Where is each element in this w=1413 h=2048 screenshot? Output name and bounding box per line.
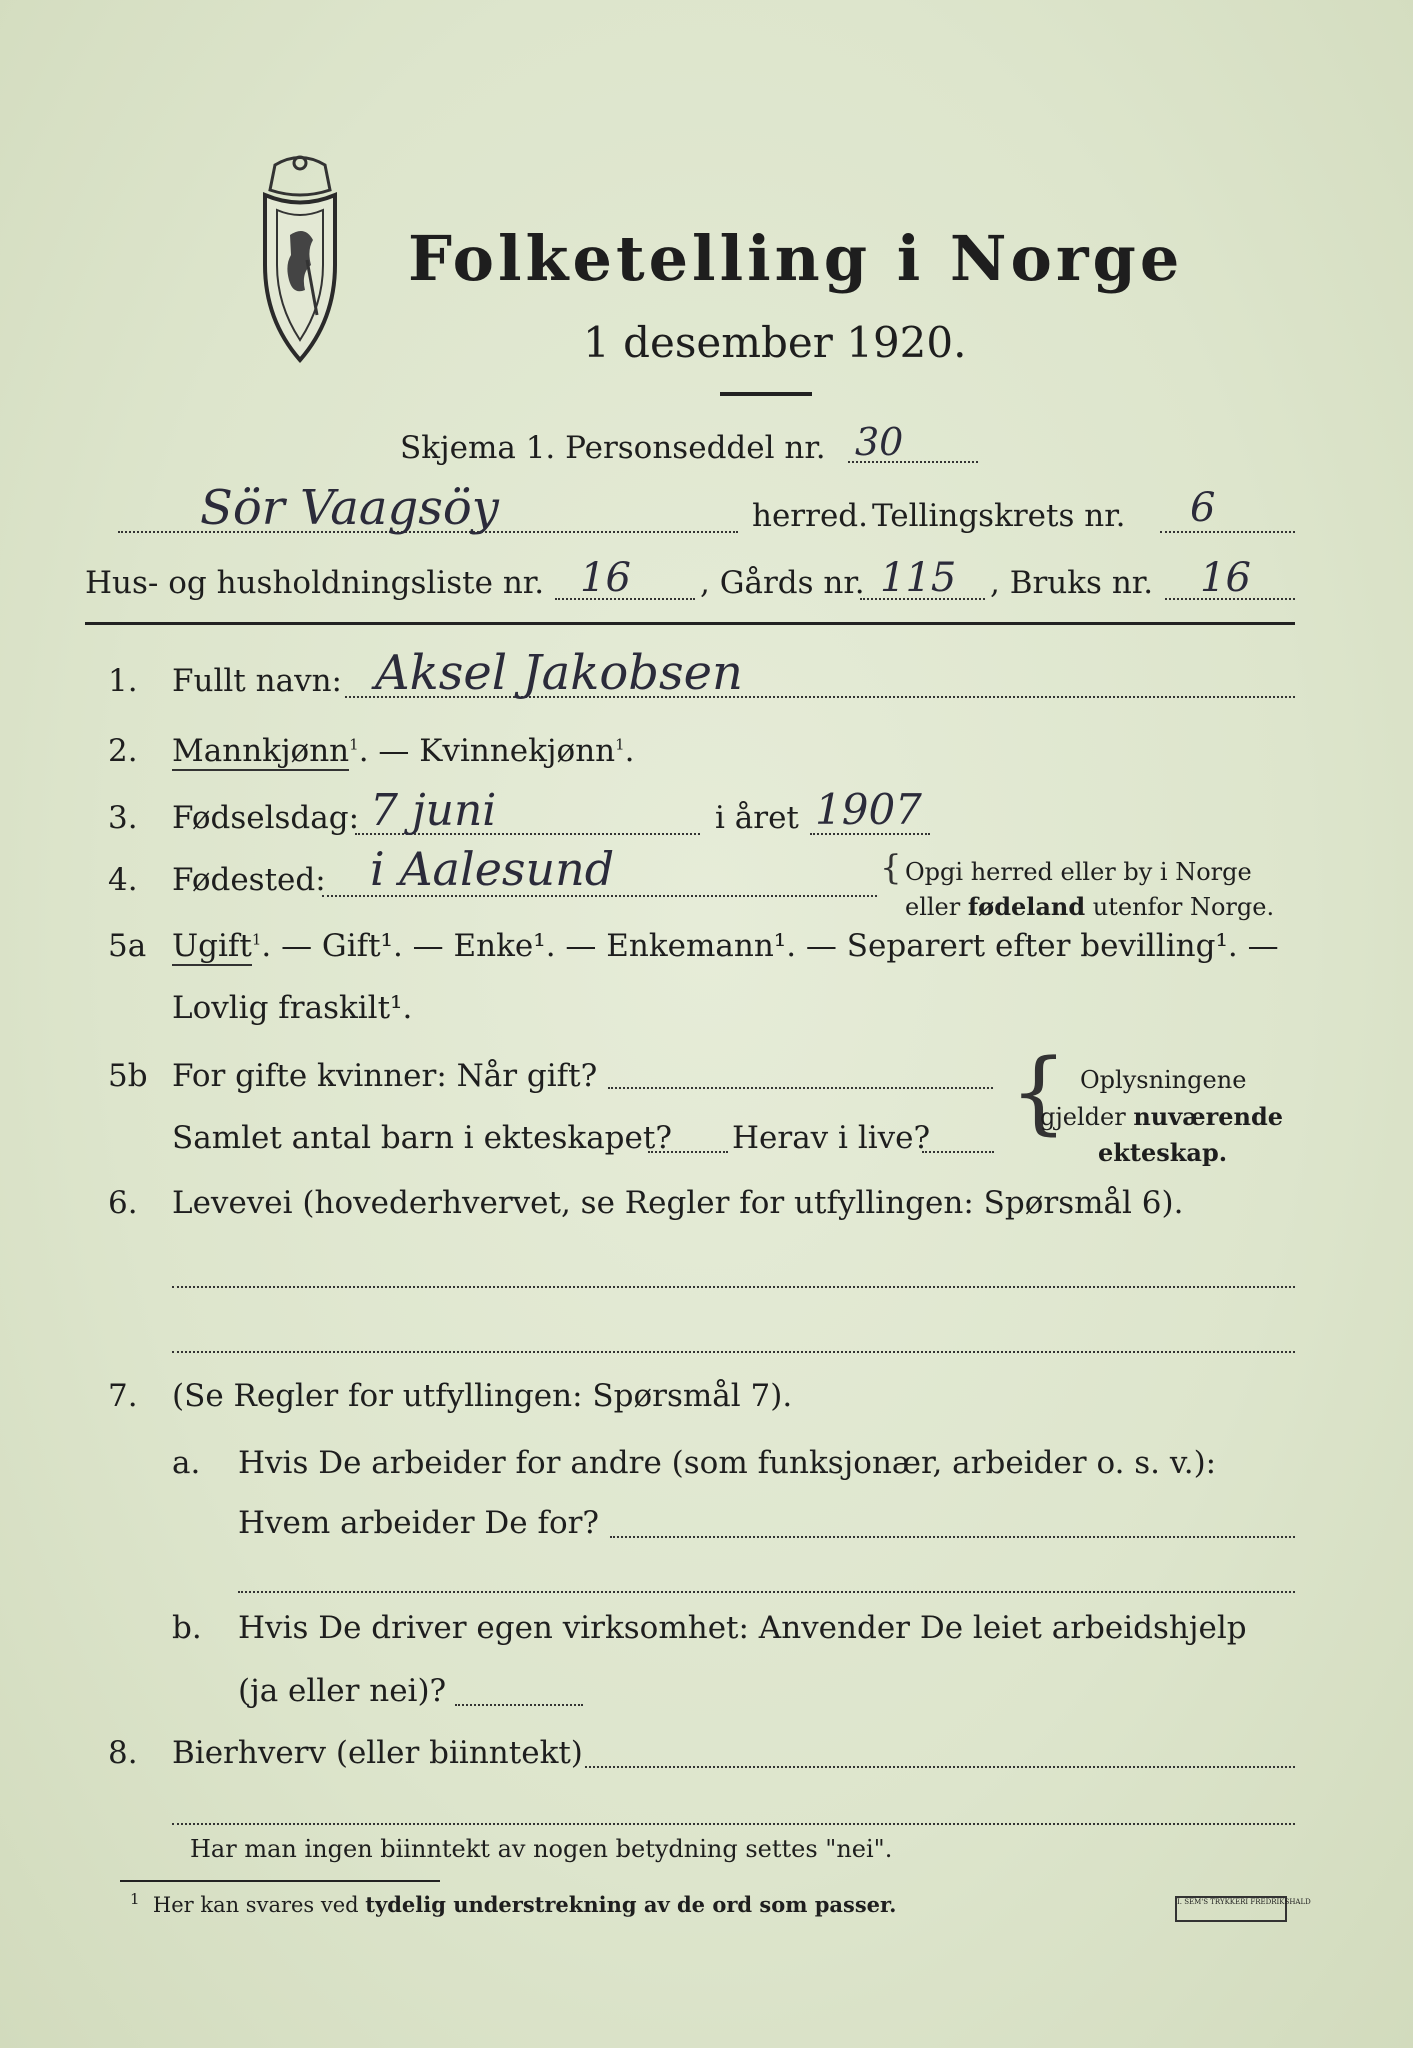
q4-number: 4. [108,862,138,898]
q7a-letter: a. [172,1445,201,1481]
q2-mann-option: Mannkjønn [172,733,350,769]
biinntekt-note: Har man ingen biinntekt av nogen betydning settes "nei". [190,1835,893,1863]
q5a-ugift-option: Ugift [172,928,252,964]
skjema-label: Skjema 1. Personseddel nr. [400,430,826,466]
hus-label: Hus- og husholdningsliste nr. [85,565,545,601]
q5b-note-gjelder: gjelder [1040,1103,1134,1131]
q6-answer-line1 [172,1285,1295,1288]
q5a-options: Ugift$^1$. — Gift¹. — Enke¹. — Enkemann¹. — Separert efter bevilling¹. — [172,928,1279,964]
q3-year-value: 1907 [815,785,922,834]
q2-options: Mannkjønn$^1$. — Kvinnekjønn$^1$. [172,733,635,769]
tellingskrets-label: Tellingskrets nr. [872,498,1126,534]
gards-value: 115 [880,555,957,601]
q8-label: Bierhverv (eller biinntekt) [172,1735,583,1771]
tellingskrets-line [1160,530,1295,533]
q6-answer-line2 [172,1350,1295,1353]
herred-label: herred. [752,498,868,534]
q7b-line1: Hvis De driver egen virksomhet: Anvender De leiet arbeidshjelp [238,1610,1247,1646]
q7b-line2: (ja eller nei)? [238,1673,447,1709]
printer-stamp: I. SEM'S TRYKKERI FREDRIKSHALD [1175,1896,1287,1922]
q5b-note-line2 [1040,1102,1283,1131]
q1-value: Aksel Jakobsen [375,645,743,701]
q4-note-fodeland: fødeland [967,892,1086,921]
q6-number: 6. [108,1185,138,1221]
q5b-line2b: Herav i live? [732,1120,931,1156]
q5b-number: 5b [108,1058,148,1094]
gards-label: , Gårds nr. [700,565,865,601]
coat-of-arms-icon [245,155,355,365]
q5b-note-line1: Oplysningene [1080,1066,1247,1094]
q7b-letter: b. [172,1610,202,1646]
q7a-line2: Hvem arbeider De for? [238,1505,600,1541]
q5b-brace: { [1010,1040,1068,1145]
footnote-text: Her kan svares ved [152,1893,366,1917]
personseddel-value: 30 [855,420,904,464]
q5a-line2: Lovlig fraskilt¹. [172,990,413,1026]
q8-number: 8. [108,1735,138,1771]
hus-value: 16 [580,555,631,601]
q4-brace: { [880,848,902,888]
q5b-line1: For gifte kvinner: Når gift? [172,1058,598,1094]
form-title: Folketelling i Norge [408,222,1184,295]
q5b-note-navaerende: nuværende [1133,1102,1284,1131]
footnote [130,1890,897,1917]
q7b-answer-line [455,1703,583,1706]
q4-value: i Aalesund [370,842,615,896]
q3-value: 7 juni [370,785,497,836]
q1-label: Fullt navn: [172,663,342,699]
q5b-children-line [648,1150,728,1153]
q1-number: 1. [108,663,138,699]
q8-answer-line1 [585,1765,1295,1768]
q5a-number: 5a [108,928,147,964]
herred-value: Sör Vaagsöy [200,480,499,536]
q5b-line2a: Samlet antal barn i ekteskapet? [172,1120,672,1156]
q5b-when-line [608,1086,993,1089]
footnote-number: 1 [130,1890,140,1908]
q5a-other-options: . — Gift¹. — Enke¹. — Enkemann¹. — Separert efter bevilling¹. — [261,928,1279,964]
title-divider [720,392,812,396]
q6-label: Levevei (hovederhvervet, se Regler for utfyllingen: Spørsmål 6). [172,1185,1184,1221]
bruks-label: , Bruks nr. [990,565,1154,601]
q2-end: . [624,733,635,769]
q7-label: (Se Regler for utfyllingen: Spørsmål 7). [172,1378,793,1414]
q7a-answer-line2 [238,1590,1295,1593]
q4-note-line2 [905,892,1274,921]
footnote-emphasis: tydelig understrekning av de ord som passer. [365,1892,897,1917]
q3-number: 3. [108,800,138,836]
q4-note-line1: Opgi herred eller by i Norge [905,858,1252,886]
q7a-answer-line1 [610,1535,1295,1538]
q2-separator: . — [358,733,420,769]
q3-year-label: i året [715,800,799,836]
q2-kvinne-option: Kvinnekjønn [419,733,616,769]
q2-number: 2. [108,733,138,769]
q5b-alive-line [922,1150,994,1153]
q3-label: Fødselsdag: [172,800,360,836]
header-rule [85,622,1295,625]
q5b-note-line3: ekteskap. [1098,1138,1228,1167]
q7a-line1: Hvis De arbeider for andre (som funksjonær, arbeider o. s. v.): [238,1445,1217,1481]
footnote-rule [120,1880,440,1882]
q8-answer-line2 [172,1822,1295,1825]
q4-note-eller: eller [905,893,968,921]
q7-number: 7. [108,1378,138,1414]
census-date: 1 desember 1920. [583,318,967,367]
tellingskrets-value: 6 [1190,485,1216,531]
q4-label: Fødested: [172,862,326,898]
bruks-value: 16 [1200,555,1251,601]
q4-note-utenfor: utenfor Norge. [1085,893,1275,921]
